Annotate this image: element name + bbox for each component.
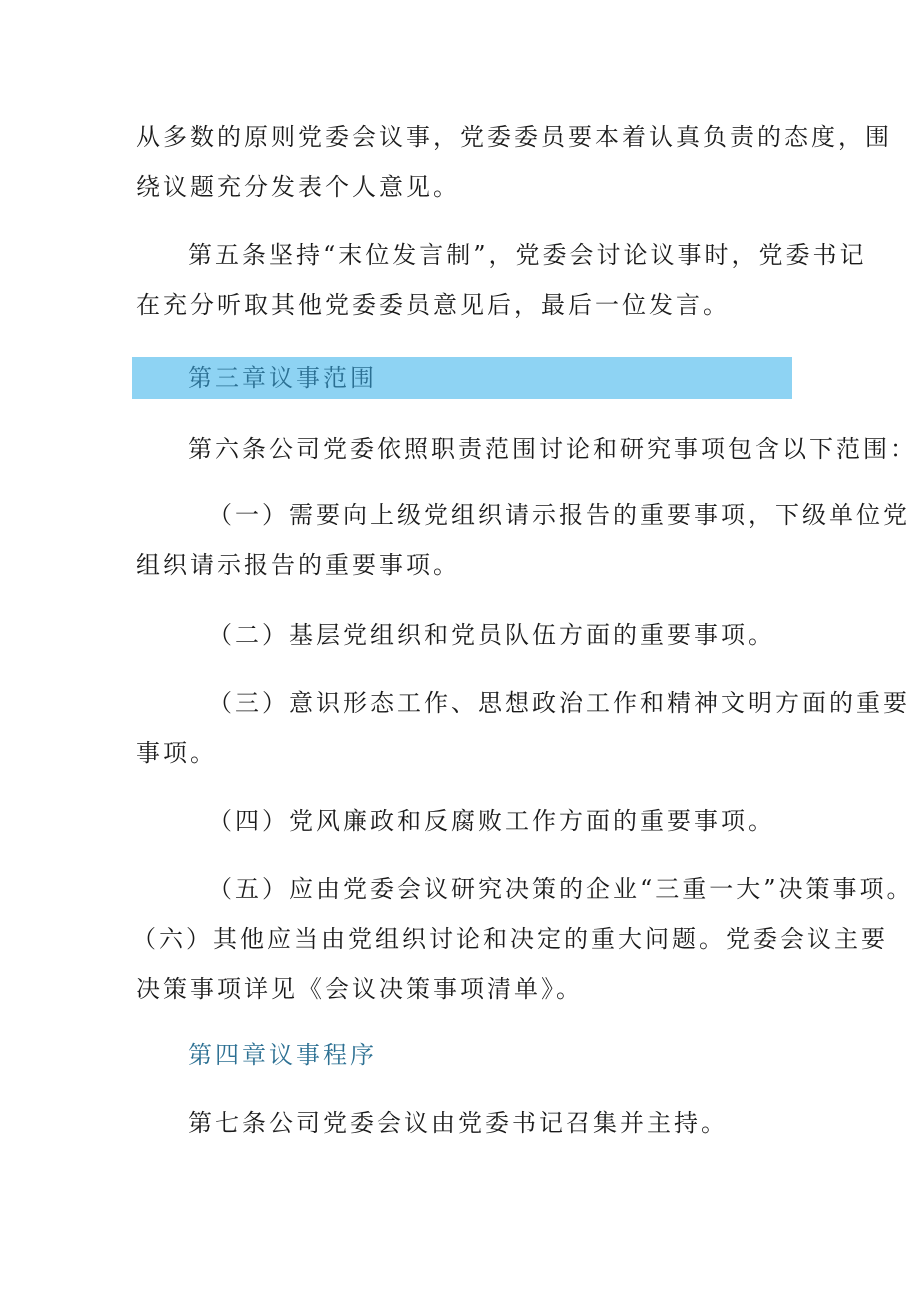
paragraph-line: 绕议题充分发表个人意见。: [136, 173, 460, 201]
article6-item3-line: 事项。: [136, 739, 217, 767]
article6-item4: （四）党风廉政和反腐败工作方面的重要事项。: [208, 807, 775, 835]
article5-line: 在充分听取其他党委委员意见后，最后一位发言。: [136, 291, 730, 319]
chapter3-title: 第三章议事范围: [188, 364, 377, 392]
article6-item6-line: 决策事项详见《会议决策事项清单》。: [136, 975, 583, 1003]
chapter4-title: 第四章议事程序: [188, 1041, 377, 1069]
article6-intro: 第六条公司党委依照职责范围讨论和研究事项包含以下范围：: [188, 435, 917, 463]
article6-item5: （五）应由党委会议研究决策的企业“三重一大”决策事项。: [208, 875, 914, 903]
paragraph-line: 从多数的原则党委会议事，党委委员要本着认真负责的态度，围: [136, 123, 892, 151]
article5-line: 第五条坚持“末位发言制”，党委会讨论议事时，党委书记: [188, 241, 867, 269]
article6-item1-line: 组织请示报告的重要事项。: [136, 551, 460, 579]
article6-item6-line: （六）其他应当由党组织讨论和决定的重大问题。党委会议主要: [132, 925, 888, 953]
article7: 第七条公司党委会议由党委书记召集并主持。: [188, 1109, 728, 1137]
article6-item1-line: （一）需要向上级党组织请示报告的重要事项，下级单位党: [208, 501, 910, 529]
article6-item2: （二）基层党组织和党员队伍方面的重要事项。: [208, 621, 775, 649]
article6-item3-line: （三）意识形态工作、思想政治工作和精神文明方面的重要: [208, 689, 910, 717]
